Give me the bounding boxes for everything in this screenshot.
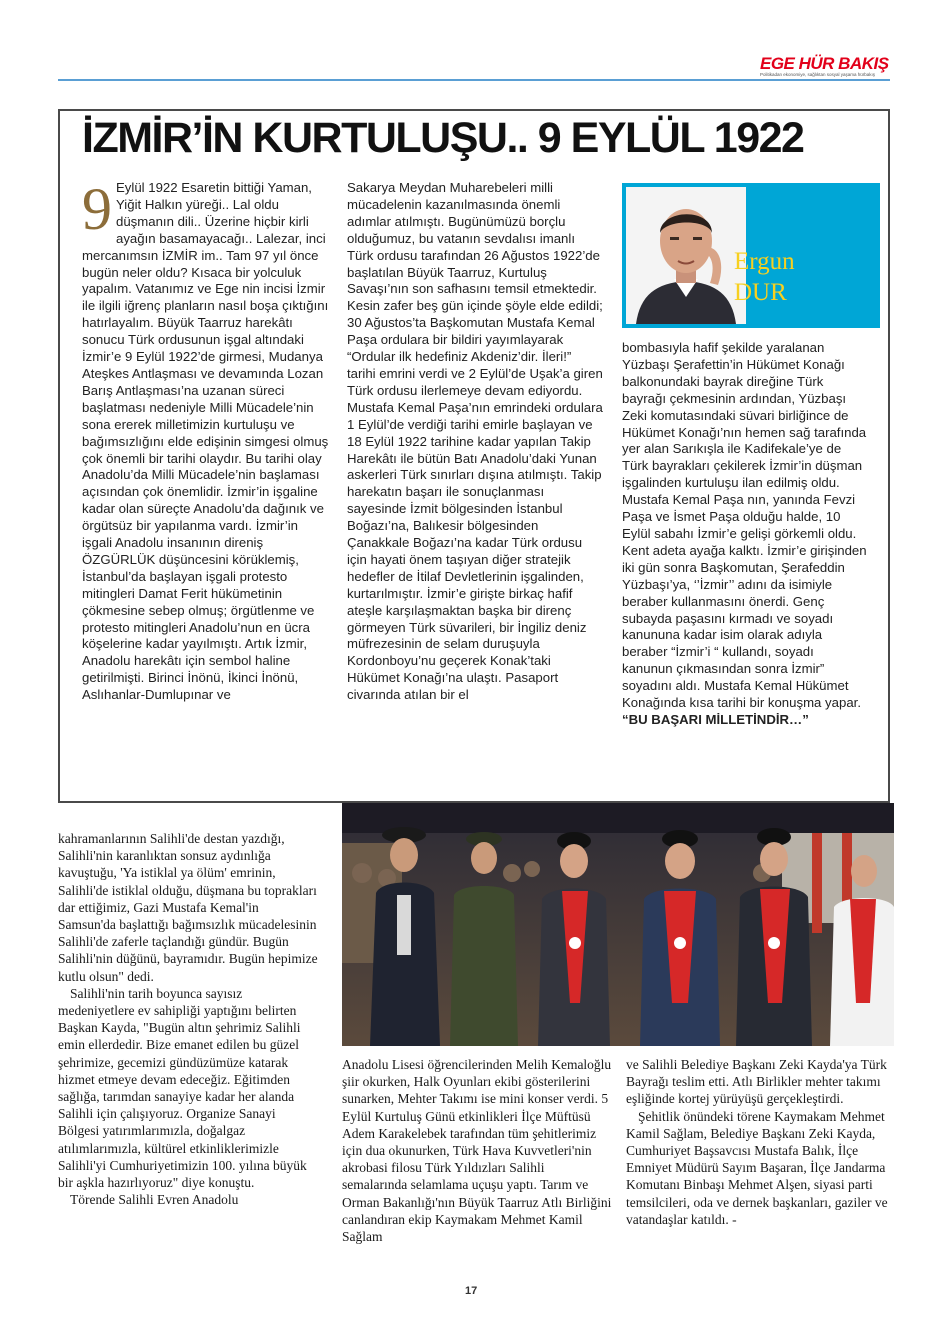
article-column-1-text: Eylül 1922 Esaretin bittiği Yaman, Yiğit Halkın yüreği.. Lal oldu düşmanın dili.. Üzerine hiçbir kirli ayağın basamayacağı.. Lalezar, inci mercanımsın İZMİR im.. Tam 97 yıl önce bugün neler oldu? Kısaca bir yolculuk yapalım. Vatanımız ve Ege nin incisi İzmir ile ilgili iğrenç planların nasıl boşa çıktığını hatırlayalım. Büyük Taarruz harekâtı sonucu Türk ordusunun işgal altındaki İzmir’e 9 Eylül 1922’de girmesi, Mudanya Ateşkes Antlaşması ve devamında Lozan Barış Antlaşması’na uzanan süreci başlatması nedeniyle Milli Mücadele’nin sona ererek milletimizin kurtuluşu ve bağımsızlığını elde edişinin simgesi olmuş çok önemli bir tarihi olaydır. Bu tarihi olay Anadolu’da Milli Mücadele’nin başlaması açısından çok önemlidir. İzmir’in işgaline kadar olan süreçte Anadolu’da dağınık ve örgütsüz bir yapılanma vardı. İzmir’in işgali Anadolu insanının direniş ÖZGÜRLÜK düşüncesini körüklemiş, İstanbul’da başlayan işgali protesto mitingleri Damat Ferit hükümetinin çökmesine sebep olmuş; örgütlenme ve protesto mitingleri Anadolu’nun en ücra köşelerine kadar yayılmıştı. Artık İzmir, Anadolu harekâtı için sembol haline getirilmişti. Birinci İnönü, İkinci İnönü, Aslıhanlar-Dumlupınar ve (82, 180, 329, 703)
lower-column-1-paragraph-3: Törende Salihli Evren Anadolu (70, 1192, 239, 1208)
lower-column-2 (342, 1056, 612, 1245)
article-column-3-quote: “BU BAŞARI MİLLETİNDİR…” (622, 711, 809, 727)
lower-column-2-paragraph-1: Anadolu Lisesi öğrencilerinden Melih Kemaloğlu şiir okurken, Halk Oyunları ekibi gösterilerini sunarken, Mehter Takımı ise mini konser verdi. 5 Eylül Kurtuluş Günü etkinlikleri İlçe Müftüsü Adem Karakelebek tarafından tüm şehitlerimiz için dua okunurken, Türk Hava Kuvvetleri'nin akrobasi filosu Türk Yıldızları Salihli semalarında selamlama uçuşu yaptı. Tarım ve Orman Bakanlığı'nın Büyük Taarruz Atlı Birliğini canlandıran ekip Kaymakam Mehmet Kamil Sağlam (342, 1057, 612, 1245)
ceremony-photo (342, 803, 894, 1046)
page-number: 17 (465, 1285, 478, 1297)
lower-column-3-paragraph-1: ve Salihli Belediye Başkanı Zeki Kayda'ya Türk Bayrağı teslim etti. Atlı Birlikler mehter takımı eşliğinde kortej yürüyüşü gerçekleştirdi. (626, 1057, 887, 1107)
article-column-3-text (622, 340, 868, 729)
logo-text: EGE HÜR BAKIŞ (760, 54, 889, 73)
article-column-3 (622, 340, 868, 729)
author-last-name: DUR (734, 279, 787, 306)
author-photo (626, 187, 746, 324)
lower-column-3-paragraph-2: Şehitlik önündeki törene Kaymakam Mehmet Kamil Sağlam, Belediye Başkanı Zeki Kayda, Cumhuriyet Başsavcısı Mustafa Balık, İlçe Emniyet Müdürü Sayım Başaran, İlçe Jandarma Komutanı Binbaşı Mehmet Alşen, siyasi parti temsilcileri, oda ve dernek başkanları, gaziler ve vatandaşlar katıldı. - (626, 1108, 888, 1227)
logo-tagline: Politikadan ekonomiye, sağlıktan sosyal yaşama hürbakış (760, 72, 876, 77)
lower-column-3 (626, 1056, 894, 1228)
lower-column-1-paragraph-2: Salihli'nin tarih boyunca sayısız medeniyetlere ev sahipliği yaptığını belirten Başkan Kayda, "Bugün altın şehrimiz Salihli emin ellerdedir. Bize emanet edilen bu güzel şehrimize, gecemizi gündüzümüze katarak hizmet etmeye devam edeceğiz. Eğitimden sağlığa, tarımdan sanayiye kadar her alanda Salihli için çalışıyoruz. Organize Sanayi Bölgesi yatırımlarımızla, doğalgaz atılımlarımızla, kültürel etkinliklerimizle Salihli'yi Cumhuriyetimizin 100. yılına büyük bir aşkla hazırlıyoruz" diye konuştu. (58, 985, 307, 1191)
author-box (622, 183, 880, 328)
author-first-name: Ergun (734, 248, 795, 275)
lower-column-1 (58, 830, 320, 1208)
magazine-logo (760, 54, 895, 77)
author-name (734, 246, 795, 308)
header-rule (58, 79, 890, 81)
article-column-2 (347, 180, 603, 704)
article-column-1 (82, 176, 330, 704)
article-column-2-text: Sakarya Meydan Muharebeleri milli mücadelenin kazanılmasında önemli adımlar atılmıştı. Bugünümüzü borçlu olduğumuz, bu vatanın sevdalısı imanlı Türk ordusu tarafından 26 Ağustos 1922’de başlatılan Büyük Taarruz, Kurtuluş Savaşı’nın son safhasını temsil etmektedir. Kesin zafer beş gün içinde şöyle elde edildi; 30 Ağustos’ta Başkomutan Mustafa Kemal Paşa ordulara bir bildiri yayımlayarak “Ordular ilk hedefiniz Akdeniz’dir. İleri!” tarihi emrini verdi ve 2 Eylül’de Uşak’a giren Türk ordusu ilerlemeye devam ediyordu. Mustafa Kemal Paşa’nın emrindeki ordulara 1 Eylül’de verdiği tarihi emirle başlayan ve 18 Eylül 1922 tarihine kadar yapılan Takip Harekâtı ile bütün Batı Anadolu’daki Yunan askerleri Türk sınırları dışına atılmıştı. Takip harekatın başarı ile sonuçlanması sayesinde İzmit bölgesinden İstanbul Boğazı’na, Balıkesir bölgesinden Çanakkale Boğazı’na kadar Türk ordusu için hayati önem taşıyan diğer stratejik hedefler de İtilaf Devletlerinin işgalinden, kurtarılmıştır. İzmir’e girişte birkaç hafif ateşle karşılaşmaktan başka bir direnç görmeyen Türk süvarileri, bir İngiliz deniz müfrezesinin de selam duruşuyla Kordonboyu’nu geçerek Konak’taki Hükümet Konağı’na ulaştı. Pasaport civarında atılan bir el (347, 180, 603, 703)
drop-cap: 9 (82, 176, 112, 242)
article-column-3-body: bombasıyla hafif şekilde yaralanan Yüzbaşı Şerafettin’in Hükümet Konağı balkonundaki bayrak direğine Türk bayrağı çekmesinin ardından, Yüzbaşı Zeki komutasındaki süvari birliğince de Hükümet Konağı’nın hemen sağ tarafında yer alan Sarıkışla ile Kadifekale’ye de Türk bayrakları çekilerek İzmir’in düşman işgalinden kurtuluşu ilan edilmiş oldu. Mustafa Kemal Paşa nın, yanında Fevzi Paşa ve İsmet Paşa olduğu halde, 10 Eylül sabahı İzmir’e gelişi görkemli oldu. Kent adeta ayağa kalktı. İzmir’e girişinden iki gün sonra Başkomutan, Şerafeddin Yüzbaşı’ya, ‘’İzmir’’ adını da isimiyle beraber kullanmasını önerdi. Genç subayda paşasını kırmadı ve soyadı kanununa kadar isim olarak adıyla beraber “İzmir’i “ kullandı, soyadı kanunun çıkmasından sonra İzmir” soyadını aldı. Mustafa Kemal Hükümet Konağında kısa tarihi bir konuşma yapar. (622, 340, 867, 711)
article-headline: İZMİR’İN KURTULUŞU.. 9 EYLÜL 1922 (82, 114, 804, 162)
lower-column-1-paragraph-1: kahramanlarının Salihli'de destan yazdığı, Salihli'nin karanlıktan sonsuz aydınlığa kavuştuğu, 'Ya istiklal ya ölüm' emrinin, Salihli'de istiklal olduğu, düşmana bu toprakları dar ettiğimiz, Gazi Mustafa Kemal'in Samsun'da başlattığı bağımsızlık mücadelesinin Salihli'de zaferle taçlandığı gündür. Bugün Salihli'nin düğünü, bayramıdır. Bugün hepimize kutlu olsun" dedi. (58, 831, 318, 984)
